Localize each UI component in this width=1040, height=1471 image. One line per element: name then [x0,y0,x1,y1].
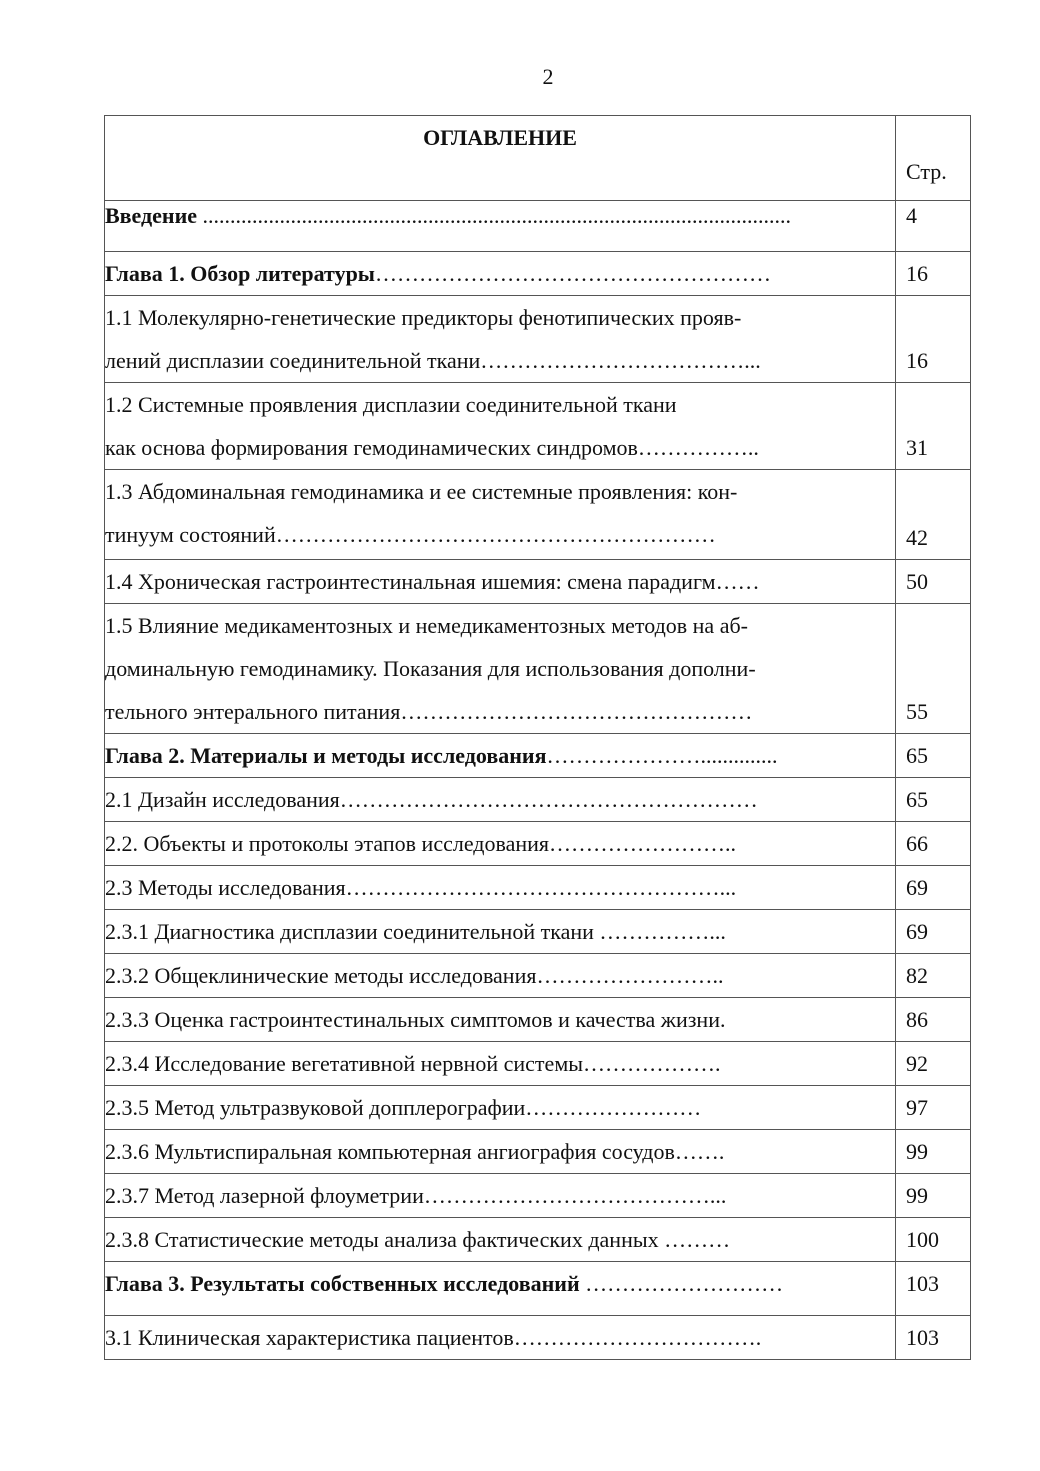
toc-entry-text: 2.3.7 Метод лазерной флоуметрии…………………………………... [105,1183,727,1208]
toc-row [105,910,971,954]
toc-row [105,1130,971,1174]
toc-entry-text: 1.4 Хроническая гастроинтестинальная ишемия: смена парадигм…… [105,569,760,594]
toc-entry-page: 31 [896,383,971,470]
toc-row [105,604,971,734]
toc-entry-page: 103 [896,1262,971,1316]
toc-entry-page: 4 [896,201,971,252]
toc-entry-page: 99 [896,1174,971,1218]
toc-row [105,1262,971,1316]
toc-entry-title [105,201,896,252]
page-column-label: Стр. [896,116,971,201]
toc-entry-page: 100 [896,1218,971,1262]
toc-row [105,252,971,296]
toc-entry-title [105,954,896,998]
toc-entry-line: лений дисплазии соединительной ткани………………………………... [105,348,761,373]
toc-entry-page: 16 [896,252,971,296]
toc-entry-text: 2.1 Дизайн исследования………………………………………………… [105,787,758,812]
toc-row [105,296,971,383]
toc-row [105,734,971,778]
toc-entry-bold-title: Глава 3. Результаты собственных исследований [105,1271,580,1296]
toc-entry-title [105,866,896,910]
toc-entry-page: 97 [896,1086,971,1130]
toc-entry-page: 50 [896,560,971,604]
toc-entry-text: 2.3.8 Статистические методы анализа фактических данных ……… [105,1227,731,1252]
toc-entry-line: 1.3 Абдоминальная гемодинамика и ее системные проявления: кон- [105,479,738,504]
toc-row [105,778,971,822]
toc-entry-page: 99 [896,1130,971,1174]
toc-entry-text: 2.3.4 Исследование вегетативной нервной системы………………. [105,1051,721,1076]
toc-row [105,998,971,1042]
toc-entry-text: ........................................................................................................... [197,203,792,228]
toc-entry-title [105,560,896,604]
page-number: 2 [542,64,554,89]
toc-entry-text: ……………………… [579,1271,784,1296]
toc-entry-title [105,778,896,822]
toc-entry-page: 65 [896,778,971,822]
toc-row [105,470,971,560]
table-of-contents [104,115,971,1360]
toc-entry-title [105,1130,896,1174]
toc-entry-title [105,910,896,954]
toc-entry-page: 69 [896,866,971,910]
toc-entry-title [105,470,896,560]
toc-entry-text: 2.2. Объекты и протоколы этапов исследования…………………….. [105,831,737,856]
toc-entry-line: 1.1 Молекулярно-генетические предикторы фенотипических прояв- [105,305,742,330]
toc-entry-line: 1.5 Влияние медикаментозных и немедикаментозных методов на аб- [105,613,748,638]
toc-entry-title [105,998,896,1042]
toc-entry-text: 2.3.2 Общеклинические методы исследования…………………….. [105,963,724,988]
toc-entry-text: 2.3.3 Оценка гастроинтестинальных симптомов и качества жизни. [105,1007,726,1032]
toc-entry-title [105,296,896,383]
toc-row [105,1174,971,1218]
toc-row [105,1218,971,1262]
toc-entry-title [105,822,896,866]
toc-row [105,954,971,998]
toc-entry-line: 1.2 Системные проявления дисплазии соединительной ткани [105,392,677,417]
toc-entry-page: 82 [896,954,971,998]
toc-entry-title [105,1262,896,1316]
toc-entry-title [105,604,896,734]
toc-entry-page: 69 [896,910,971,954]
toc-entry-text: 2.3.6 Мультиспиральная компьютерная ангиография сосудов……. [105,1139,725,1164]
toc-entry-title [105,1316,896,1360]
toc-entry-page: 92 [896,1042,971,1086]
toc-entry-title [105,1174,896,1218]
toc-entry-text: 2.3.1 Диагностика дисплазии соединительной ткани ……………... [105,919,726,944]
toc-row [105,1042,971,1086]
toc-row [105,1086,971,1130]
toc-header-row [105,116,971,201]
toc-row [105,866,971,910]
toc-entry-line: тельного энтерального питания………………………………………… [105,699,753,724]
toc-entry-text: 2.3 Методы исследования……………………………………………... [105,875,737,900]
toc-entry-page: 103 [896,1316,971,1360]
toc-entry-bold-title: Введение [105,203,198,228]
toc-title: ОГЛАВЛЕНИЕ [105,116,896,201]
toc-entry-title [105,1218,896,1262]
toc-row [105,201,971,252]
toc-entry-page: 55 [896,604,971,734]
toc-entry-title [105,252,896,296]
toc-entry-text: ……………………………………………… [374,261,771,286]
toc-entry-title [105,734,896,778]
toc-entry-page: 16 [896,296,971,383]
toc-entry-text: 2.3.5 Метод ультразвуковой допплерографии…………………… [105,1095,702,1120]
toc-entry-title [105,383,896,470]
toc-row [105,822,971,866]
toc-entry-bold-title: Глава 1. Обзор литературы [105,261,375,286]
toc-entry-title [105,1086,896,1130]
toc-entry-title [105,1042,896,1086]
toc-entry-text: ………………….............. [546,743,778,768]
toc-entry-bold-title: Глава 2. Материалы и методы исследования [105,743,547,768]
toc-entry-page: 86 [896,998,971,1042]
toc-entry-page: 66 [896,822,971,866]
toc-entry-line: доминальную гемодинамику. Показания для использования дополни- [105,656,756,681]
toc-entry-text: 3.1 Клиническая характеристика пациентов……………………………. [105,1325,762,1350]
toc-entry-line: как основа формирования гемодинамических синдромов…………….. [105,435,759,460]
toc-row [105,383,971,470]
toc-entry-page: 65 [896,734,971,778]
toc-row [105,560,971,604]
toc-entry-page: 42 [896,470,971,560]
toc-entry-line: тинуум состояний…………………………………………………… [105,522,716,547]
toc-row [105,1316,971,1360]
